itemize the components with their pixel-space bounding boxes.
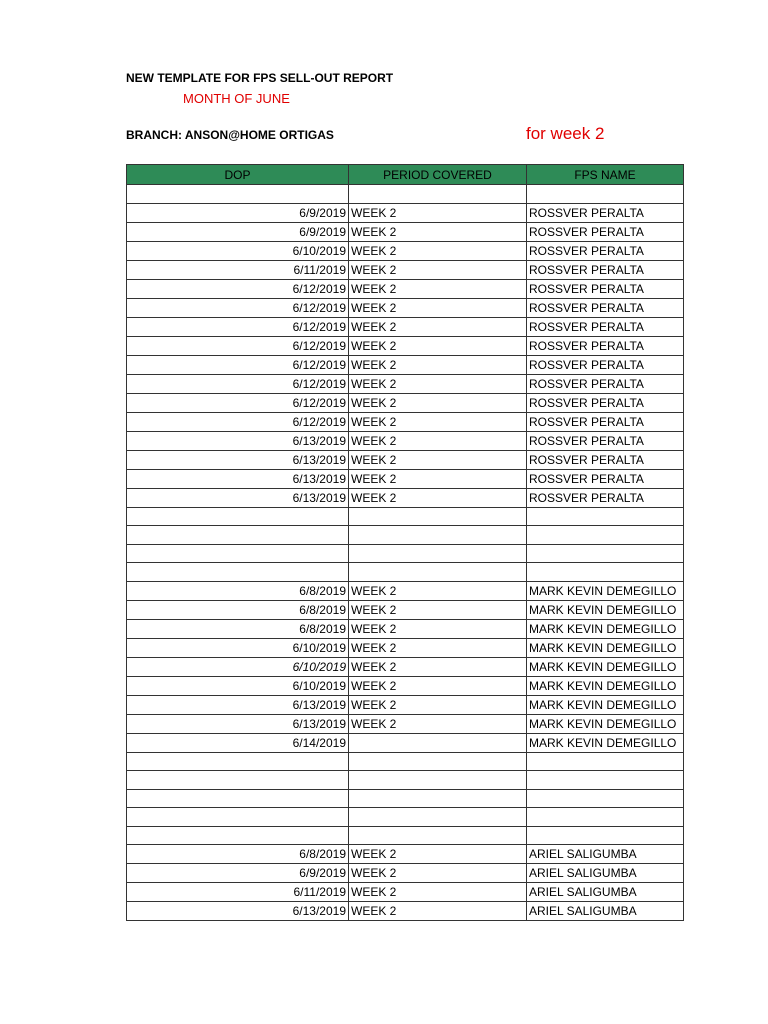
table-row [127, 279, 684, 298]
table-body [127, 185, 684, 921]
fps-name-cell: ROSSVER PERALTA [527, 279, 684, 298]
branch-label: BRANCH: ANSON@HOME ORTIGAS [126, 128, 334, 142]
week-note: for week 2 [526, 124, 605, 143]
dop-cell: 6/12/2019 [127, 355, 349, 374]
period-cell [349, 826, 527, 845]
table-row [127, 260, 684, 279]
table-row [127, 883, 684, 902]
period-cell: WEEK 2 [349, 317, 527, 336]
dop-cell: 6/13/2019 [127, 469, 349, 488]
dop-cell [127, 826, 349, 845]
fps-name-cell [527, 185, 684, 204]
table-row [127, 374, 684, 393]
fps-name-cell: ROSSVER PERALTA [527, 203, 684, 222]
period-cell: WEEK 2 [349, 393, 527, 412]
period-cell: WEEK 2 [349, 355, 527, 374]
fps-name-cell [527, 507, 684, 526]
dop-cell: 6/8/2019 [127, 845, 349, 864]
period-cell: WEEK 2 [349, 203, 527, 222]
dop-cell: 6/10/2019 [127, 638, 349, 657]
period-cell: WEEK 2 [349, 714, 527, 733]
table-row [127, 431, 684, 450]
table-row [127, 676, 684, 695]
dop-cell [127, 771, 349, 790]
table-header-row [127, 165, 684, 185]
dop-cell: 6/8/2019 [127, 581, 349, 600]
table-row [127, 714, 684, 733]
period-cell: WEEK 2 [349, 298, 527, 317]
period-cell: WEEK 2 [349, 619, 527, 638]
period-cell: WEEK 2 [349, 336, 527, 355]
table-row [127, 507, 684, 526]
period-cell: WEEK 2 [349, 488, 527, 507]
fps-name-cell: ROSSVER PERALTA [527, 431, 684, 450]
sell-out-table [126, 164, 684, 921]
table-row [127, 581, 684, 600]
table-row [127, 600, 684, 619]
dop-cell: 6/13/2019 [127, 450, 349, 469]
table-row [127, 526, 684, 545]
table-row [127, 752, 684, 771]
period-cell: WEEK 2 [349, 279, 527, 298]
dop-cell: 6/13/2019 [127, 431, 349, 450]
dop-cell: 6/12/2019 [127, 336, 349, 355]
dop-cell [127, 563, 349, 582]
table-row [127, 393, 684, 412]
fps-name-cell: ROSSVER PERALTA [527, 393, 684, 412]
fps-name-cell: ARIEL SALIGUMBA [527, 902, 684, 921]
fps-name-cell: MARK KEVIN DEMEGILLO [527, 676, 684, 695]
dop-cell: 6/12/2019 [127, 298, 349, 317]
period-cell [349, 808, 527, 827]
period-cell: WEEK 2 [349, 469, 527, 488]
dop-cell: 6/8/2019 [127, 619, 349, 638]
dop-cell: 6/9/2019 [127, 203, 349, 222]
period-cell: WEEK 2 [349, 600, 527, 619]
fps-name-cell [527, 808, 684, 827]
table-row [127, 657, 684, 676]
fps-name-cell: ARIEL SALIGUMBA [527, 864, 684, 883]
period-cell [349, 563, 527, 582]
table-row [127, 412, 684, 431]
fps-name-cell: MARK KEVIN DEMEGILLO [527, 600, 684, 619]
period-cell: WEEK 2 [349, 638, 527, 657]
dop-cell: 6/12/2019 [127, 279, 349, 298]
period-cell [349, 752, 527, 771]
table-row [127, 185, 684, 204]
table-row [127, 789, 684, 808]
table-row [127, 808, 684, 827]
fps-name-cell: MARK KEVIN DEMEGILLO [527, 638, 684, 657]
period-cell: WEEK 2 [349, 412, 527, 431]
period-cell: WEEK 2 [349, 222, 527, 241]
dop-cell: 6/13/2019 [127, 488, 349, 507]
table-row [127, 619, 684, 638]
fps-name-cell [527, 771, 684, 790]
period-cell: WEEK 2 [349, 450, 527, 469]
period-cell: WEEK 2 [349, 864, 527, 883]
period-cell [349, 526, 527, 545]
table-row [127, 222, 684, 241]
table-row [127, 203, 684, 222]
dop-cell: 6/13/2019 [127, 714, 349, 733]
fps-name-cell [527, 826, 684, 845]
fps-name-cell: ARIEL SALIGUMBA [527, 883, 684, 902]
period-cell: WEEK 2 [349, 845, 527, 864]
header-fps-name: FPS NAME [527, 165, 684, 185]
table-row [127, 544, 684, 563]
table-row [127, 563, 684, 582]
table-row [127, 469, 684, 488]
dop-cell [127, 752, 349, 771]
fps-name-cell: ROSSVER PERALTA [527, 450, 684, 469]
period-cell [349, 507, 527, 526]
dop-cell [127, 544, 349, 563]
fps-name-cell [527, 526, 684, 545]
period-cell [349, 733, 527, 752]
dop-cell: 6/11/2019 [127, 260, 349, 279]
header-dop: DOP [127, 165, 349, 185]
table-row [127, 771, 684, 790]
fps-name-cell: ARIEL SALIGUMBA [527, 845, 684, 864]
table-row [127, 317, 684, 336]
dop-cell: 6/12/2019 [127, 317, 349, 336]
fps-name-cell [527, 563, 684, 582]
dop-cell: 6/9/2019 [127, 864, 349, 883]
dop-cell: 6/10/2019 [127, 676, 349, 695]
header-period-covered: PERIOD COVERED [349, 165, 527, 185]
fps-name-cell: ROSSVER PERALTA [527, 222, 684, 241]
table-row [127, 488, 684, 507]
period-cell: WEEK 2 [349, 241, 527, 260]
period-cell: WEEK 2 [349, 657, 527, 676]
dop-cell: 6/8/2019 [127, 600, 349, 619]
period-cell [349, 185, 527, 204]
dop-cell: 6/12/2019 [127, 393, 349, 412]
period-cell [349, 789, 527, 808]
dop-cell: 6/13/2019 [127, 902, 349, 921]
fps-name-cell: ROSSVER PERALTA [527, 374, 684, 393]
table-row [127, 355, 684, 374]
fps-name-cell: MARK KEVIN DEMEGILLO [527, 733, 684, 752]
dop-cell: 6/14/2019 [127, 733, 349, 752]
dop-cell: 6/12/2019 [127, 412, 349, 431]
period-cell: WEEK 2 [349, 581, 527, 600]
fps-name-cell: MARK KEVIN DEMEGILLO [527, 714, 684, 733]
dop-cell: 6/9/2019 [127, 222, 349, 241]
period-cell: WEEK 2 [349, 883, 527, 902]
period-cell: WEEK 2 [349, 676, 527, 695]
fps-name-cell: ROSSVER PERALTA [527, 298, 684, 317]
dop-cell [127, 526, 349, 545]
fps-name-cell: ROSSVER PERALTA [527, 355, 684, 374]
table-row [127, 638, 684, 657]
fps-name-cell: ROSSVER PERALTA [527, 241, 684, 260]
period-cell: WEEK 2 [349, 902, 527, 921]
period-cell: WEEK 2 [349, 695, 527, 714]
table-row [127, 298, 684, 317]
report-title: NEW TEMPLATE FOR FPS SELL-OUT REPORT [126, 71, 394, 85]
fps-name-cell: ROSSVER PERALTA [527, 336, 684, 355]
dop-cell [127, 185, 349, 204]
table-row [127, 845, 684, 864]
table-row [127, 695, 684, 714]
fps-name-cell: ROSSVER PERALTA [527, 412, 684, 431]
fps-name-cell: MARK KEVIN DEMEGILLO [527, 581, 684, 600]
fps-name-cell: ROSSVER PERALTA [527, 469, 684, 488]
period-cell [349, 544, 527, 563]
dop-cell [127, 789, 349, 808]
fps-name-cell [527, 789, 684, 808]
fps-name-cell: MARK KEVIN DEMEGILLO [527, 695, 684, 714]
fps-name-cell: ROSSVER PERALTA [527, 317, 684, 336]
dop-cell [127, 507, 349, 526]
report-month: MONTH OF JUNE [183, 91, 290, 106]
dop-cell: 6/10/2019 [127, 241, 349, 260]
dop-cell: 6/12/2019 [127, 374, 349, 393]
table-row [127, 902, 684, 921]
dop-cell [127, 808, 349, 827]
table-row [127, 733, 684, 752]
period-cell: WEEK 2 [349, 260, 527, 279]
fps-name-cell [527, 752, 684, 771]
fps-name-cell: ROSSVER PERALTA [527, 260, 684, 279]
fps-name-cell [527, 544, 684, 563]
table-row [127, 336, 684, 355]
period-cell: WEEK 2 [349, 374, 527, 393]
table-row [127, 450, 684, 469]
dop-cell: 6/11/2019 [127, 883, 349, 902]
dop-cell: 6/13/2019 [127, 695, 349, 714]
table-row [127, 241, 684, 260]
period-cell [349, 771, 527, 790]
dop-cell: 6/10/2019 [127, 657, 349, 676]
table-row [127, 864, 684, 883]
period-cell: WEEK 2 [349, 431, 527, 450]
fps-name-cell: MARK KEVIN DEMEGILLO [527, 619, 684, 638]
table-row [127, 826, 684, 845]
fps-name-cell: ROSSVER PERALTA [527, 488, 684, 507]
fps-name-cell: MARK KEVIN DEMEGILLO [527, 657, 684, 676]
